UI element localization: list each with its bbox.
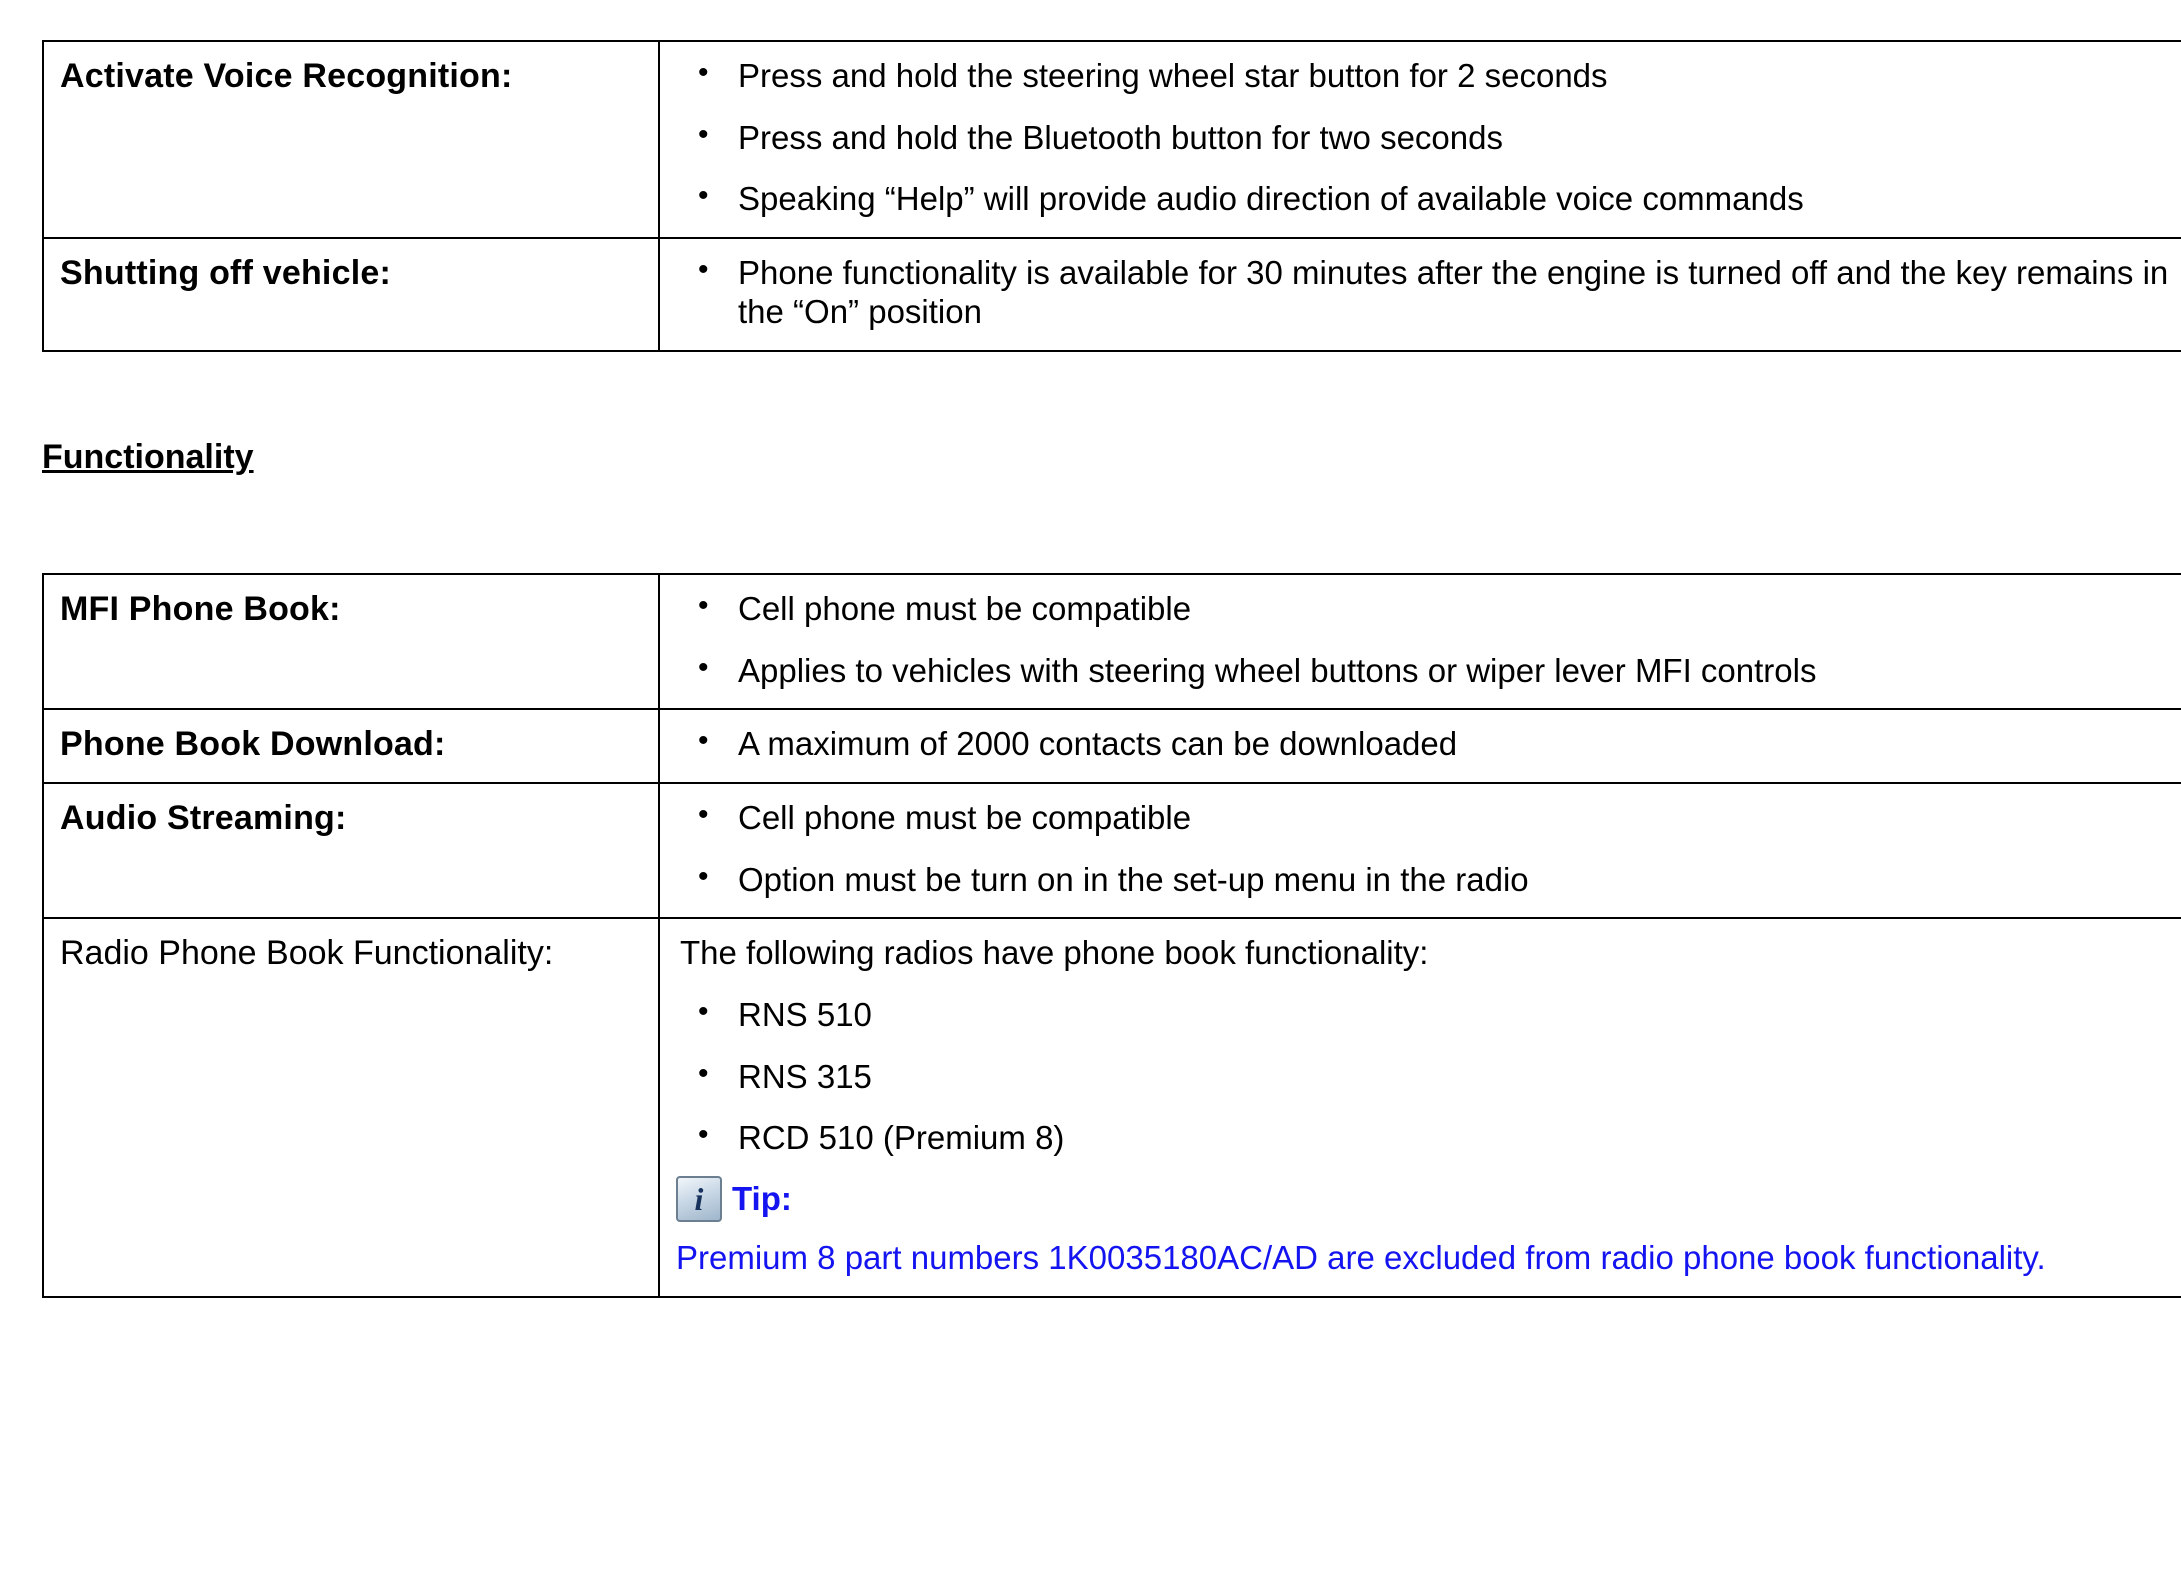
bullet-list xyxy=(676,798,2175,899)
table-row xyxy=(43,918,2181,1297)
row-content-cell xyxy=(659,709,2181,783)
row-label: Shutting off vehicle: xyxy=(60,253,391,292)
row-label-cell xyxy=(43,918,659,1297)
row-label: Radio Phone Book Functionality: xyxy=(60,934,554,973)
table-row xyxy=(43,574,2181,709)
row-label: Activate Voice Recognition: xyxy=(60,57,513,95)
row-label: Audio Streaming: xyxy=(60,799,347,838)
list-item: • A maximum of 2000 contacts can be downloaded xyxy=(676,724,2175,764)
list-item: • Cell phone must be compatible xyxy=(676,798,2175,838)
tip-text: Premium 8 part numbers 1K0035180AC/AD are excluded from radio phone book functionality. xyxy=(676,1238,2046,1276)
bullet-list xyxy=(676,589,2175,690)
row-label: MFI Phone Book: xyxy=(60,589,341,628)
row-content-cell xyxy=(659,918,2181,1297)
list-item: • Speaking “Help” will provide audio direction of available voice commands xyxy=(676,179,2175,219)
tip-callout xyxy=(676,1176,2175,1278)
bullet-list xyxy=(676,56,2175,219)
table-row xyxy=(43,41,2181,238)
list-item: • Cell phone must be compatible xyxy=(676,589,2175,629)
functionality-table xyxy=(42,573,2181,1298)
tip-label xyxy=(732,1179,792,1219)
table-row xyxy=(43,783,2181,918)
info-icon-glyph: i xyxy=(694,1180,704,1217)
bullet-list xyxy=(676,253,2175,332)
row-label-cell xyxy=(43,709,659,783)
list-item: • Applies to vehicles with steering wheel buttons or wiper lever MFI controls xyxy=(676,651,2175,691)
tip-header xyxy=(676,1176,2175,1222)
row-label-cell xyxy=(43,783,659,918)
row-label: Phone Book Download: xyxy=(60,725,446,764)
row-label-cell xyxy=(43,574,659,709)
page-section-heading: Functionality xyxy=(42,437,254,476)
section-heading-wrap xyxy=(42,352,2121,477)
list-item: • RCD 510 (Premium 8) xyxy=(676,1118,2175,1158)
row-content-cell xyxy=(659,783,2181,918)
bullet-list xyxy=(676,724,2175,764)
list-item: • Press and hold the Bluetooth button for two seconds xyxy=(676,118,2175,158)
bullet-list xyxy=(676,995,2175,1158)
table-row xyxy=(43,238,2181,351)
list-item: • RNS 315 xyxy=(676,1057,2175,1097)
table-row xyxy=(43,709,2181,783)
voice-recognition-table xyxy=(42,40,2181,352)
row-label-cell xyxy=(43,238,659,351)
list-item: • Option must be turn on in the set-up menu in the radio xyxy=(676,860,2175,900)
row-content-cell xyxy=(659,238,2181,351)
list-item: • Press and hold the steering wheel star button for 2 seconds xyxy=(676,56,2175,96)
row-content-cell xyxy=(659,41,2181,238)
tip-label-text: Tip xyxy=(732,1180,781,1218)
row-content-cell xyxy=(659,574,2181,709)
list-item: • RNS 510 xyxy=(676,995,2175,1035)
layout-spacer xyxy=(42,477,2121,573)
info-icon xyxy=(676,1176,722,1222)
row-label-cell xyxy=(43,41,659,238)
content-intro-text: The following radios have phone book functionality: xyxy=(680,934,1429,972)
list-item: • Phone functionality is available for 30 minutes after the engine is turned off and the key remains in the “On” position xyxy=(676,253,2175,332)
tip-label-suffix: : xyxy=(780,1180,792,1218)
